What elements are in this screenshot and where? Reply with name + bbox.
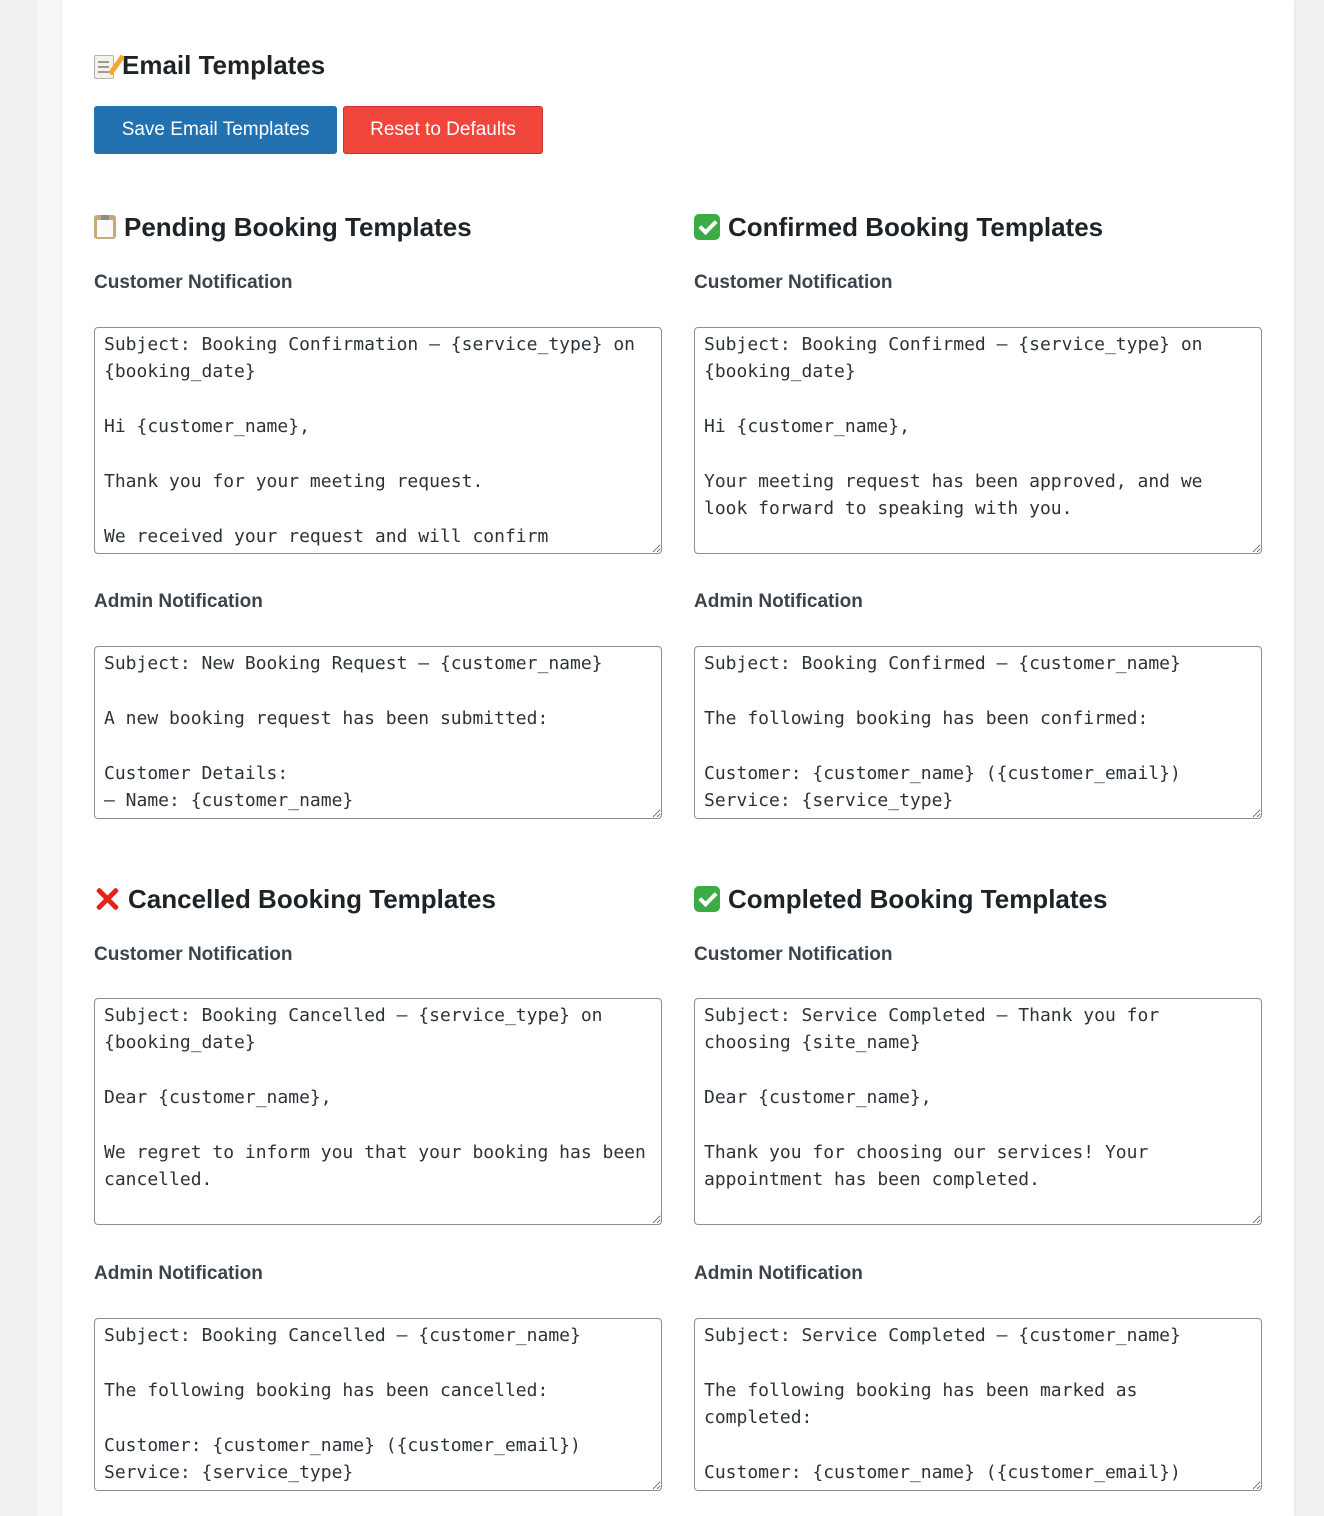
section-title-text: Confirmed Booking Templates xyxy=(728,212,1104,242)
confirmed-customer-template-input[interactable] xyxy=(694,327,1262,554)
check-mark-icon xyxy=(694,214,720,240)
customer-notification-label: Customer Notification xyxy=(694,272,893,293)
completed-booking-section xyxy=(694,882,1262,1492)
sidebar-edge xyxy=(38,0,62,1516)
confirmed-admin-template-input[interactable] xyxy=(694,646,1262,819)
section-title-text: Cancelled Booking Templates xyxy=(128,884,496,914)
completed-customer-template-input[interactable] xyxy=(694,998,1262,1225)
confirmed-booking-section xyxy=(694,210,1262,820)
page-title-text: Email Templates xyxy=(122,50,326,80)
section-title-text: Completed Booking Templates xyxy=(728,884,1108,914)
pending-admin-template-input[interactable] xyxy=(94,646,662,819)
reset-to-defaults-button[interactable]: Reset to Defaults xyxy=(343,106,543,154)
section-title xyxy=(94,210,662,244)
admin-notification-label: Admin Notification xyxy=(94,591,263,612)
customer-notification-label: Customer Notification xyxy=(694,944,893,965)
clipboard-icon xyxy=(94,215,116,239)
pending-customer-template-input[interactable] xyxy=(94,327,662,554)
admin-notification-label: Admin Notification xyxy=(94,1263,263,1284)
section-title xyxy=(694,210,1262,244)
cancelled-booking-section xyxy=(94,882,662,1492)
admin-notification-label: Admin Notification xyxy=(694,591,863,612)
completed-admin-template-input[interactable] xyxy=(694,1318,1262,1491)
section-title xyxy=(94,882,662,916)
check-mark-icon xyxy=(694,886,720,912)
customer-notification-label: Customer Notification xyxy=(94,944,293,965)
cancelled-admin-template-input[interactable] xyxy=(94,1318,662,1491)
section-title xyxy=(694,882,1262,916)
pending-booking-section xyxy=(94,210,662,820)
section-title-text: Pending Booking Templates xyxy=(124,212,472,242)
admin-notification-label: Admin Notification xyxy=(694,1263,863,1284)
memo-icon xyxy=(94,55,114,79)
page-title xyxy=(94,48,325,82)
customer-notification-label: Customer Notification xyxy=(94,272,293,293)
save-email-templates-button[interactable]: Save Email Templates xyxy=(94,106,337,154)
cross-mark-icon xyxy=(94,886,120,912)
cancelled-customer-template-input[interactable] xyxy=(94,998,662,1225)
